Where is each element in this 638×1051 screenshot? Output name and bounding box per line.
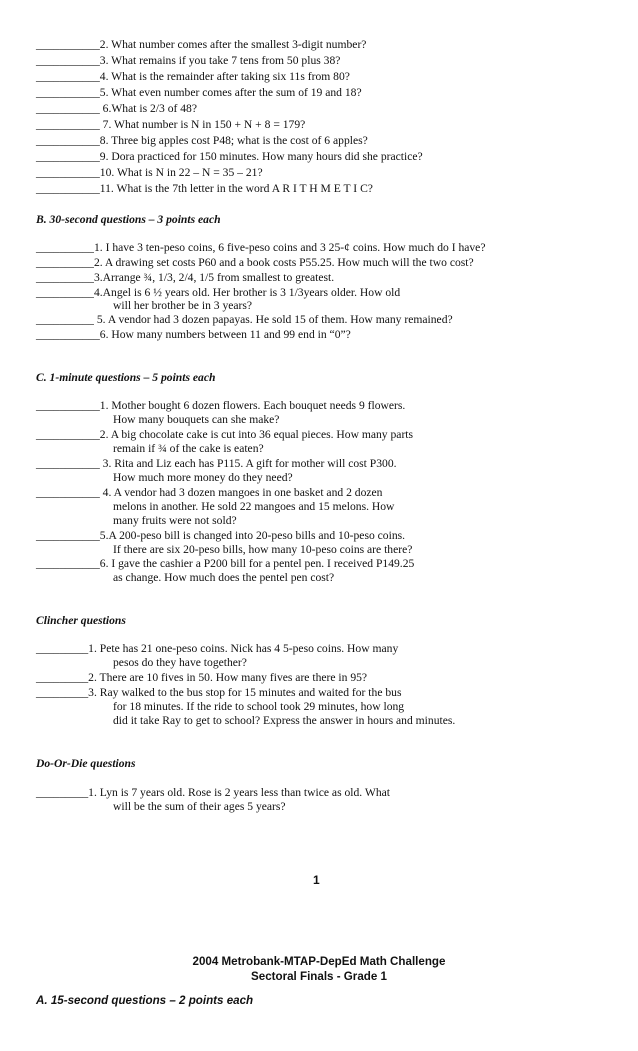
question-continuation: How much more money do they need? (113, 471, 293, 484)
question-continuation: remain if ¾ of the cake is eaten? (113, 442, 264, 455)
question-line: __________3.Arrange ¾, 1/3, 2/4, 1/5 from smallest to greatest. (36, 271, 335, 284)
question-line: ___________10. What is N in 22 – N = 35 – 21? (36, 166, 263, 179)
section-c-heading: C. 1-minute questions – 5 points each (36, 371, 216, 384)
question-line: ___________5.A 200-peso bill is changed into 20-peso bills and 10-peso coins. (36, 529, 406, 542)
question-continuation: for 18 minutes. If the ride to school took 29 minutes, how long (113, 700, 405, 713)
question-continuation: as change. How much does the pentel pen cost? (113, 571, 335, 584)
question-line: ___________9. Dora practiced for 150 minutes. How many hours did she practice? (36, 150, 423, 163)
question-line: ___________3. What remains if you take 7 tens from 50 plus 38? (36, 54, 341, 67)
question-continuation: will her brother be in 3 years? (113, 299, 253, 312)
do-or-die-heading: Do-Or-Die questions (36, 757, 136, 770)
question-continuation: If there are six 20-peso bills, how many 10-peso coins are there? (113, 543, 413, 556)
contest-title: 2004 Metrobank-MTAP-DepEd Math Challenge (192, 955, 446, 968)
question-continuation: many fruits were not sold? (113, 514, 237, 527)
question-line: ___________2. What number comes after the smallest 3-digit number? (36, 38, 367, 51)
question-line: __________ 5. A vendor had 3 dozen papayas. He sold 15 of them. How many remained? (36, 313, 453, 326)
question-line: _________3. Ray walked to the bus stop for 15 minutes and waited for the bus (36, 686, 402, 699)
question-line: ___________2. A big chocolate cake is cut into 36 equal pieces. How many parts (36, 428, 414, 441)
question-line: __________1. I have 3 ten-peso coins, 6 five-peso coins and 3 25-¢ coins. How much do I have? (36, 241, 486, 254)
question-line: ___________4. What is the remainder after taking six 11s from 80? (36, 70, 350, 83)
question-line: __________4.Angel is 6 ½ years old. Her brother is 3 1/3years older. How old (36, 286, 401, 299)
contest-subtitle: Sectoral Finals - Grade 1 (251, 970, 387, 983)
question-line: ___________ 7. What number is N in 150 + N + 8 = 179? (36, 118, 306, 131)
question-line: __________2. A drawing set costs P60 and a book costs P55.25. How much will the two cost? (36, 256, 474, 269)
question-line: ___________8. Three big apples cost P48; what is the cost of 6 apples? (36, 134, 368, 147)
question-line: _________1. Lyn is 7 years old. Rose is 2 years less than twice as old. What (36, 786, 390, 799)
question-line: ___________5. What even number comes after the sum of 19 and 18? (36, 86, 362, 99)
question-line: ___________ 4. A vendor had 3 dozen mangoes in one basket and 2 dozen (36, 486, 383, 499)
question-line: ___________ 3. Rita and Liz each has P115. A gift for mother will cost P300. (36, 457, 397, 470)
question-line: ___________1. Mother bought 6 dozen flowers. Each bouquet needs 9 flowers. (36, 399, 406, 412)
question-line: _________1. Pete has 21 one-peso coins. Nick has 4 5-peso coins. How many (36, 642, 399, 655)
question-line: ___________11. What is the 7th letter in the word A R I T H M E T I C? (36, 182, 373, 195)
question-continuation: will be the sum of their ages 5 years? (113, 800, 286, 813)
question-line: ___________6. I gave the cashier a P200 bill for a pentel pen. I received P149.25 (36, 557, 415, 570)
clincher-heading: Clincher questions (36, 614, 126, 627)
question-line: _________2. There are 10 fives in 50. How many fives are there in 95? (36, 671, 368, 684)
question-line: ___________6. How many numbers between 11 and 99 end in “0”? (36, 328, 351, 341)
question-continuation: pesos do they have together? (113, 656, 247, 669)
question-continuation: melons in another. He sold 22 mangoes and 15 melons. How (113, 500, 395, 513)
question-line: ___________ 6.What is 2/3 of 48? (36, 102, 198, 115)
section-a-heading: A. 15-second questions – 2 points each (36, 994, 254, 1007)
page-number: 1 (313, 873, 320, 887)
section-b-heading: B. 30-second questions – 3 points each (36, 213, 221, 226)
question-continuation: did it take Ray to get to school? Express the answer in hours and minutes. (113, 714, 456, 727)
question-continuation: How many bouquets can she make? (113, 413, 280, 426)
